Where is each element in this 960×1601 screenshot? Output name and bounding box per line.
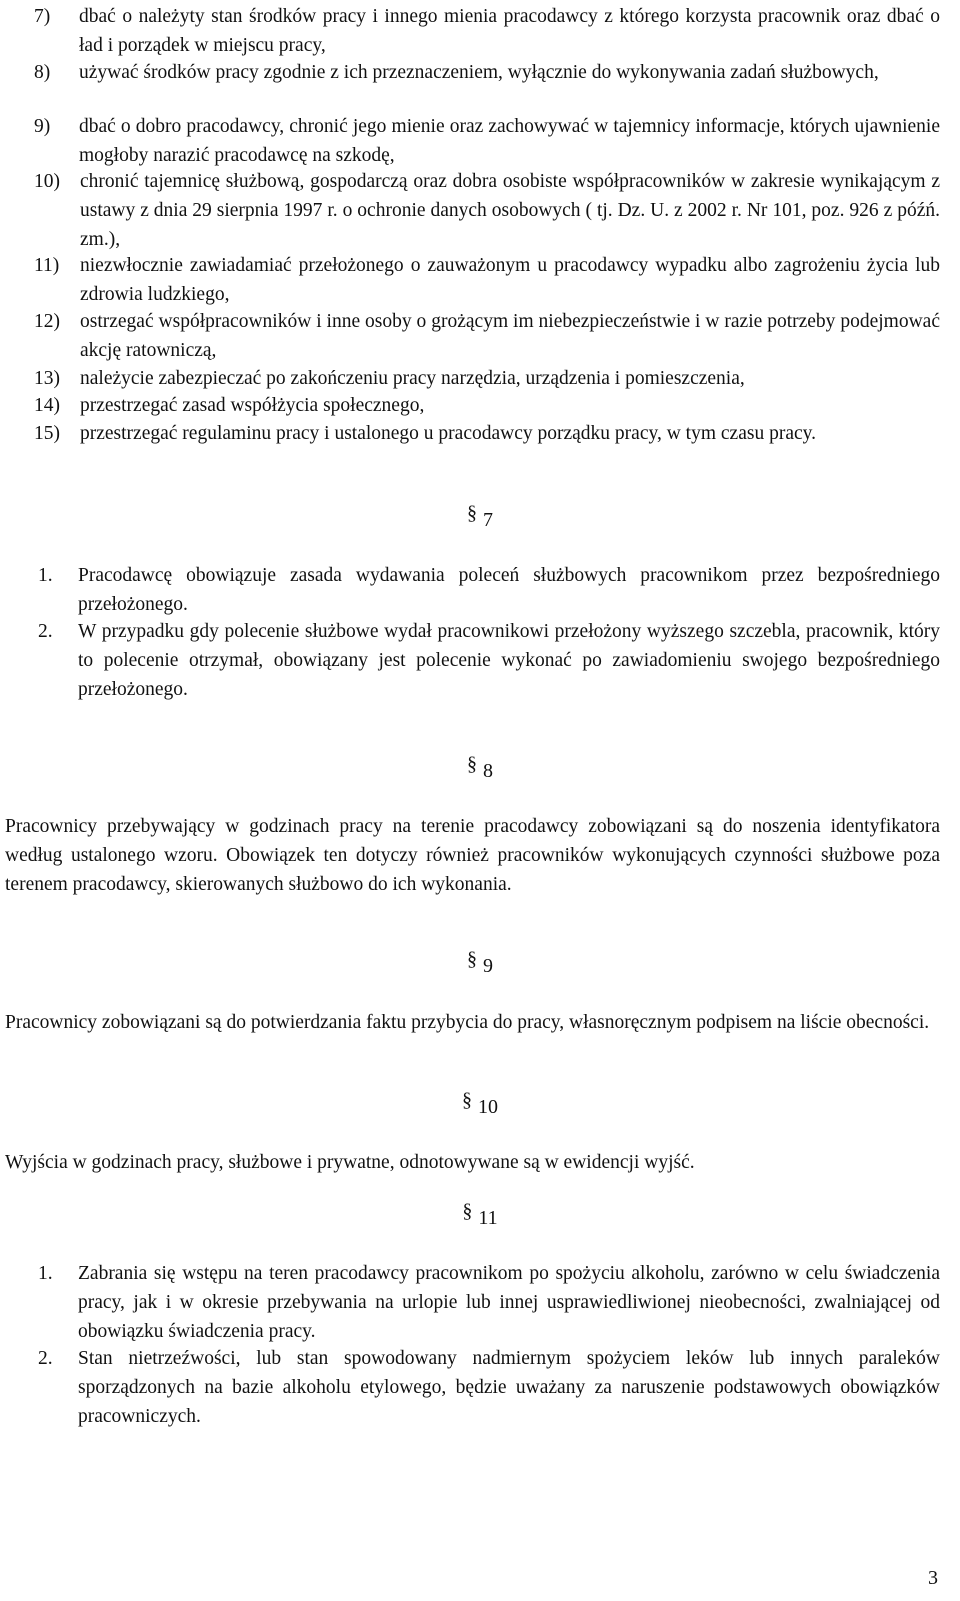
section-symbol: § [467, 948, 477, 970]
section-paragraph: Wyjścia w godzinach pracy, służbowe i prywatne, odnotowywane są w ewidencji wyjść. [5, 1152, 695, 1173]
list-item [34, 391, 940, 420]
paragraph-number: 1. [38, 565, 53, 586]
list-item-number: 11) [34, 255, 60, 276]
paragraph-text: Pracodawcę obowiązuje zasada wydawania poleceń służbowych pracownikom przez bezpośredniego przełożonego. [78, 565, 940, 615]
section-number: 10 [478, 1096, 498, 1118]
section-number: 11 [478, 1207, 498, 1229]
list-item [34, 419, 940, 448]
list-item-number: 10) [34, 171, 60, 192]
list-item [34, 307, 940, 365]
paragraph-text: Zabrania się wstępu na teren pracodawcy pracownikom po spożyciu alkoholu, zarówno w celu świadczenia pracy, jak i w okresie przebywania na urlopie lub innej usprawiedliwionej nieobecności, zwalniającej od obowiązku świadczenia pracy. [78, 1263, 940, 1342]
list-item [34, 2, 940, 60]
section-heading [0, 1089, 960, 1122]
paragraph-number: 1. [38, 1263, 53, 1284]
list-item [34, 364, 940, 393]
numbered-paragraph [38, 1344, 940, 1431]
section-symbol: § [462, 1200, 473, 1222]
list-item-number: 13) [34, 368, 60, 389]
list-item-text: niezwłocznie zawiadamiać przełożonego o zauważonym u pracodawcy wypadku albo zagrożeniu życia lub zdrowia ludzkiego, [80, 255, 940, 305]
numbered-paragraph [38, 1259, 940, 1346]
list-item [34, 58, 940, 87]
paragraph-text: Stan nietrzeźwości, lub stan spowodowany nadmiernym spożyciem leków lub innych paraleków sporządzonych na bazie alkoholu etylowego, będzie uważany za naruszenie podstawowych obowiązków pracowniczych. [78, 1348, 940, 1427]
section-paragraph: Pracownicy zobowiązani są do potwierdzania faktu przybycia do pracy, własnoręcznym podpisem na liście obecności. [5, 1012, 930, 1033]
section-heading [0, 753, 960, 786]
section-symbol: § [467, 502, 477, 524]
section-heading [0, 1200, 960, 1233]
section-number: 7 [483, 509, 493, 531]
numbered-paragraph [38, 617, 940, 704]
list-item-text: dbać o należyty stan środków pracy i innego mienia pracodawcy z którego korzysta pracownik oraz dbać o ład i porządek w miejscu pracy, [79, 6, 940, 56]
list-item-number: 7) [34, 6, 51, 27]
list-item-number: 15) [34, 423, 60, 444]
list-item [34, 251, 940, 309]
list-item-text: dbać o dobro pracodawcy, chronić jego mienie oraz zachowywać w tajemnicy informacje, których ujawnienie mogłoby narazić pracodawcę na szkodę, [79, 116, 940, 166]
paragraph-text: W przypadku gdy polecenie służbowe wydał pracownikowi przełożony wyższego szczebla, pracownik, który to polecenie otrzymał, obowiązany jest polecenie wykonać po zawiadomieniu swojego bezpośredniego przełożonego. [78, 621, 940, 700]
list-item-text: przestrzegać regulaminu pracy i ustalonego u pracodawcy porządku pracy, w tym czasu pracy. [80, 423, 816, 444]
paragraph-number: 2. [38, 1348, 53, 1369]
list-item-text: ostrzegać współpracowników i inne osoby o grożącym im niebezpieczeństwie i w razie potrzeby podejmować akcję ratowniczą, [80, 311, 940, 361]
section-number: 8 [483, 760, 493, 782]
list-item-number: 8) [34, 62, 51, 83]
list-item [34, 112, 940, 170]
list-item-text: należycie zabezpieczać po zakończeniu pracy narzędzia, urządzenia i pomieszczenia, [80, 368, 745, 389]
list-item-number: 9) [34, 116, 51, 137]
section-number: 9 [483, 955, 493, 977]
list-item-text: używać środków pracy zgodnie z ich przeznaczeniem, wyłącznie do wykonywania zadań służbowych, [79, 62, 879, 83]
list-item-text: chronić tajemnicę służbową, gospodarczą oraz dobra osobiste współpracowników w zakresie wynikającym z ustawy z dnia 29 sierpnia 1997 r. o ochronie danych osobowych ( tj. Dz. U. z 2002 r. Nr 101, poz. 926 z późń. zm.), [80, 171, 940, 250]
paragraph-number: 2. [38, 621, 53, 642]
numbered-paragraph [38, 561, 940, 619]
list-item [34, 167, 940, 254]
section-heading [0, 502, 960, 535]
page-number: 3 [928, 1567, 938, 1589]
list-item-text: przestrzegać zasad współżycia społecznego, [80, 395, 425, 416]
section-symbol: § [467, 753, 477, 775]
list-item-number: 14) [34, 395, 60, 416]
list-item-number: 12) [34, 311, 60, 332]
section-symbol: § [462, 1089, 472, 1111]
section-heading [0, 948, 960, 981]
section-paragraph: Pracownicy przebywający w godzinach pracy na terenie pracodawcy zobowiązani są do noszenia identyfikatora według ustalonego wzoru. Obowiązek ten dotyczy również pracowników wykonujących czynności służbowe poza terenem pracodawcy, skierowanych służbowo do ich wykonania. [5, 816, 940, 895]
